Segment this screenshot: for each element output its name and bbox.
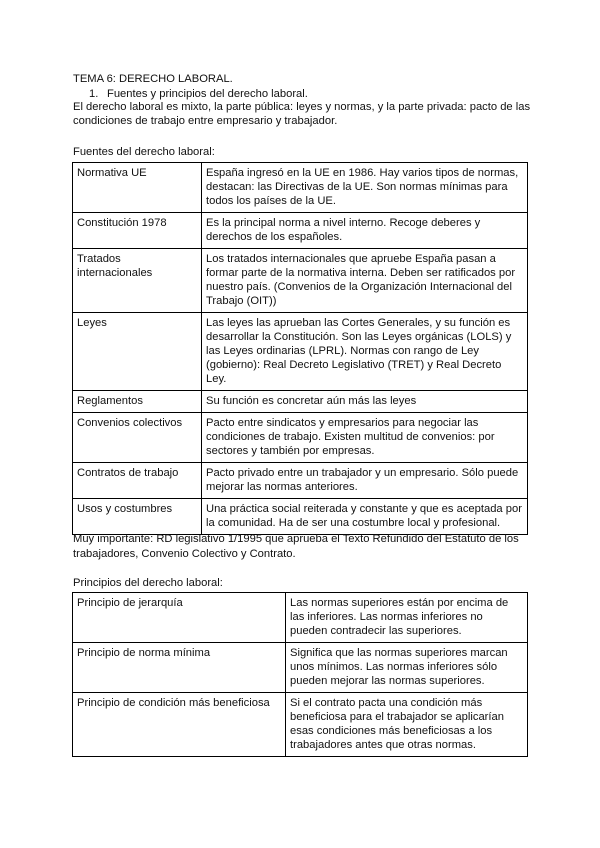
fuente-description: Los tratados internacionales que apruebe España pasan a formar parte de la normativa interna. Deben ser ratificados por nuestro país. (Convenios de la Organización Internacional del Trabajo (OIT)) <box>202 249 528 313</box>
list-item-number: 1. <box>89 88 99 100</box>
principio-label: Principio de jerarquía <box>73 593 286 643</box>
document-title: TEMA 6: DERECHO LABORAL. <box>73 73 233 85</box>
fuente-description: Las leyes las aprueban las Cortes Generales, y su función es desarrollar la Constitución. Son las Leyes orgánicas (LOLS) y las Leyes ordinarias (LPRL). Normas con rango de Ley (gobierno): Real Decreto Legislativo (TRET) y Real Decreto Ley. <box>202 313 528 391</box>
fuente-label: Tratados internacionales <box>73 249 202 313</box>
fuente-label: Reglamentos <box>73 391 202 413</box>
table-row <box>73 499 528 535</box>
principio-label: Principio de norma mínima <box>73 643 286 693</box>
fuente-label: Normativa UE <box>73 163 202 213</box>
principios-table <box>72 592 528 757</box>
principio-description: Las normas superiores están por encima de las inferiores. Las normas inferiores no pueden contradecir las superiores. <box>286 593 528 643</box>
fuente-description: Pacto entre sindicatos y empresarios para negociar las condiciones de trabajo. Existen multitud de convenios: por sectores y también por empresas. <box>202 413 528 463</box>
table-row <box>73 391 528 413</box>
list-item-text: Fuentes y principios del derecho laboral. <box>107 88 308 100</box>
fuentes-heading: Fuentes del derecho laboral: <box>73 146 215 158</box>
fuente-label: Constitución 1978 <box>73 213 202 249</box>
intro-paragraph: El derecho laboral es mixto, la parte pública: leyes y normas, y la parte privada: pacto de las condiciones de trabajo entre empresario y trabajador. <box>73 101 531 127</box>
table-row <box>73 593 528 643</box>
fuente-label: Usos y costumbres <box>73 499 202 535</box>
principio-description: Si el contrato pacta una condición más beneficiosa para el trabajador se aplicarían esas condiciones más beneficiosas a los trabajadores antes que otras normas. <box>286 693 528 757</box>
fuente-label: Leyes <box>73 313 202 391</box>
numbered-list-item <box>89 87 308 101</box>
fuente-description: Pacto privado entre un trabajador y un empresario. Sólo puede mejorar las normas anteriores. <box>202 463 528 499</box>
table-row <box>73 693 528 757</box>
fuente-description: Una práctica social reiterada y constante y que es aceptada por la comunidad. Ha de ser una costumbre local y profesional. <box>202 499 528 535</box>
principios-heading: Principios del derecho laboral: <box>73 577 223 589</box>
fuente-description: Su función es concretar aún más las leyes <box>202 391 528 413</box>
fuente-label: Convenios colectivos <box>73 413 202 463</box>
fuentes-table <box>72 162 528 535</box>
table-row <box>73 213 528 249</box>
table-row <box>73 313 528 391</box>
table-row <box>73 163 528 213</box>
table-row <box>73 643 528 693</box>
note-line: trabajadores, Convenio Colectivo y Contrato. <box>73 548 296 560</box>
fuente-description: Es la principal norma a nivel interno. Recoge deberes y derechos de los españoles. <box>202 213 528 249</box>
table-row <box>73 413 528 463</box>
principio-label: Principio de condición más beneficiosa <box>73 693 286 757</box>
table-row <box>73 463 528 499</box>
note-line: Muy importante: RD legislativo 1/1995 que aprueba el Texto Refundido del Estatuto de los <box>73 533 519 545</box>
fuente-label: Contratos de trabajo <box>73 463 202 499</box>
table-row <box>73 249 528 313</box>
principio-description: Significa que las normas superiores marcan unos mínimos. Las normas inferiores sólo pueden mejorar las normas superiores. <box>286 643 528 693</box>
fuente-description: España ingresó en la UE en 1986. Hay varios tipos de normas, destacan: las Directivas de la UE. Son normas mínimas para todos los países de la UE. <box>202 163 528 213</box>
